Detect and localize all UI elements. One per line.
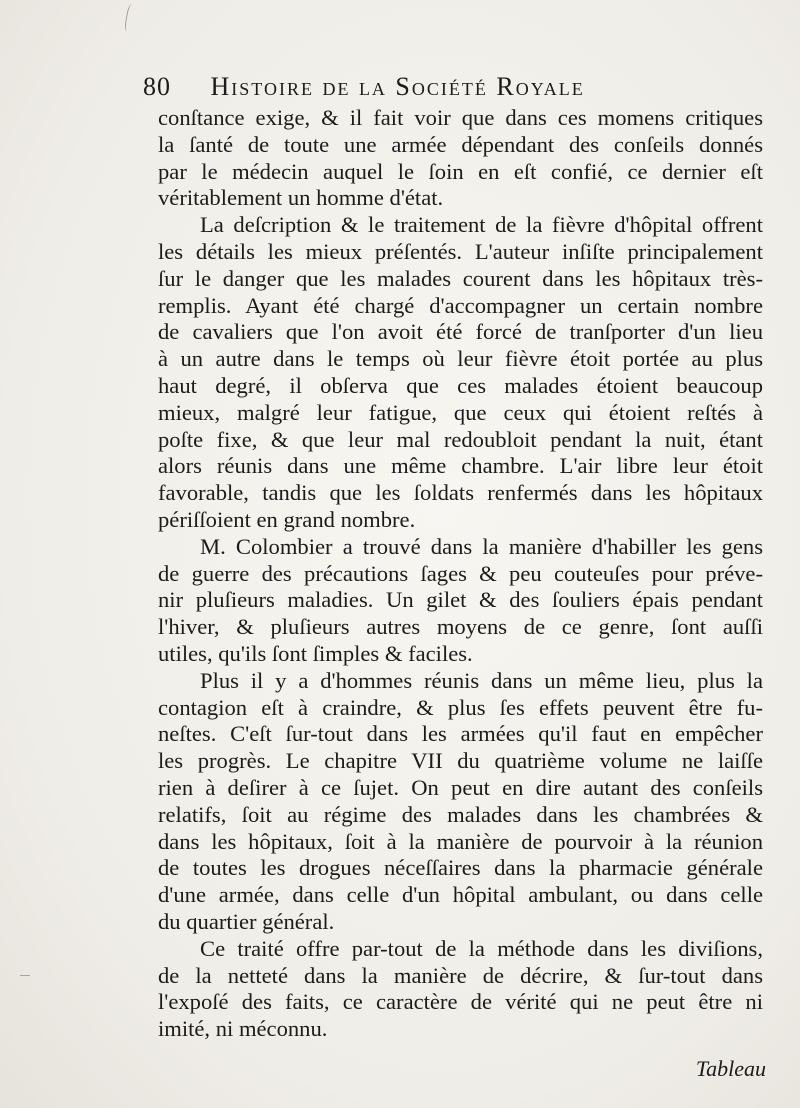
text-line: l'hiver, & pluſieurs autres moyens de ce genre, ſont auſſi [158, 614, 763, 640]
text-line: conſtance exige, & il fait voir que dans ces momens critiques [158, 105, 763, 130]
text-line: neſtes. C'eſt ſur-tout dans les armées qu'il faut en empêcher [158, 721, 763, 747]
text-line: de la netteté dans la manière de décrire, & ſur-tout dans [158, 962, 763, 988]
running-title: Histoire de la Société Royale [210, 72, 585, 101]
text-line: l'expoſé des faits, ce caractère de vérité qui ne peut être ni [158, 989, 763, 1015]
text-line: véritablement un homme d'état. [158, 185, 444, 211]
text-line: relatifs, ſoit au régime des malades dans les chambrées & [158, 801, 763, 827]
text-line: haut degré, il obſerva que ces malades étoient beaucoup [158, 372, 763, 398]
text-line: Ce traité offre par-tout de la méthode dans les diviſions, [200, 935, 763, 961]
text-line: rien à deſirer à ce ſujet. On peut en dire autant des conſeils [158, 774, 763, 800]
text-line: La deſcription & le traitement de la fièvre d'hôpital offrent [200, 212, 763, 238]
text-line: imité, ni méconnu. [158, 1016, 328, 1042]
page-number: 80 [143, 72, 171, 101]
text-line: nir pluſieurs maladies. Un gilet & des ſouliers épais pendant [158, 587, 763, 613]
text-line: contagion eſt à craindre, & plus ſes effets peuvent être fu- [158, 694, 763, 720]
text-line: Plus il y a d'hommes réunis dans un même lieu, plus la [200, 667, 763, 693]
text-line: utiles, qu'ils ſont ſimples & faciles. [158, 640, 473, 666]
text-line: les détails les mieux préſentés. L'auteur inſiſte principalement [158, 238, 763, 264]
text-line: de guerre des précautions ſages & peu couteuſes pour préve- [158, 560, 763, 586]
text-line: ſur le danger que les malades courent dans les hôpitaux très- [158, 265, 763, 291]
text-line: de toutes les drogues néceſſaires dans la pharmacie générale [158, 855, 763, 881]
text-line: à un autre dans le temps où leur fièvre étoit portée au plus [158, 346, 763, 372]
margin-pen-mark [124, 3, 138, 32]
text-line: poſte fixe, & que leur mal redoubloit pendant la nuit, étant [158, 426, 763, 452]
text-line: par le médecin auquel le ſoin en eſt confié, ce dernier eſt [158, 158, 763, 184]
catchword: Tableau [695, 1056, 766, 1081]
margin-tick-mark [20, 975, 30, 976]
running-header [143, 72, 783, 106]
text-line: périſſoient en grand nombre. [158, 506, 416, 532]
text-line: mieux, malgré leur fatigue, que ceux qui étoient reſtés à [158, 399, 763, 425]
text-line: alors réunis dans une même chambre. L'air libre leur étoit [158, 453, 763, 479]
text-line: la ſanté de toute une armée dépendant des conſeils donnés [158, 131, 763, 157]
text-line: favorable, tandis que les ſoldats renfermés dans les hôpitaux [158, 480, 763, 506]
text-line: du quartier général. [158, 908, 335, 934]
text-line: les progrès. Le chapitre VII du quatrième volume ne laiſſe [158, 748, 763, 774]
body-text [158, 105, 763, 1043]
text-line: d'une armée, dans celle d'un hôpital ambulant, ou dans celle [158, 882, 763, 908]
text-line: M. Colombier a trouvé dans la manière d'habiller les gens [200, 533, 763, 559]
text-line: remplis. Ayant été chargé d'accompagner un certain nombre [158, 292, 763, 318]
text-line: de cavaliers que l'on avoit été forcé de tranſporter d'un lieu [158, 319, 763, 345]
text-line: dans les hôpitaux, ſoit à la manière de pourvoir à la réunion [158, 828, 763, 854]
